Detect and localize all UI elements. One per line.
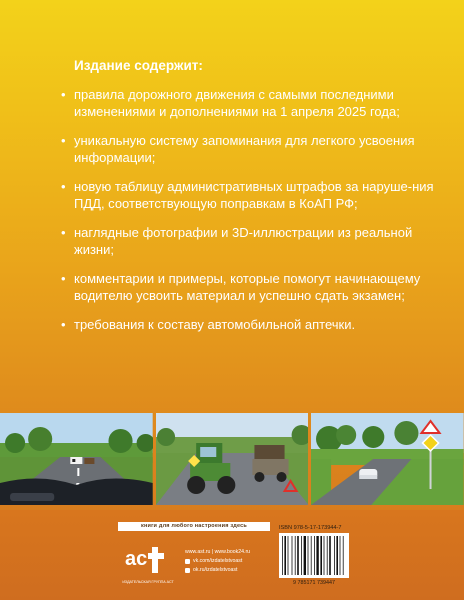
publisher-links [185, 548, 250, 575]
list-item [61, 317, 444, 334]
bullet-icon: • [61, 317, 66, 332]
list-item-text: новую таблицу административных штрафов за наруше-ния ПДД, соответствующую поправкам в КоАП РФ; [74, 179, 434, 211]
sites-link[interactable]: www.ast.ru | www.book24.ru [185, 549, 251, 555]
bullet-icon: • [61, 133, 66, 148]
list-item [61, 271, 444, 304]
list-item [61, 133, 444, 166]
tagline: книги для любого настроения здесь [118, 522, 270, 531]
bullet-icon: • [61, 271, 66, 286]
list-item-text: правила дорожного движения с самыми последними изменениями и дополнениями на 1 апреля 2025 года; [74, 87, 400, 119]
photo-tractor-truck [156, 413, 309, 505]
list-item [61, 87, 444, 120]
bullet-icon: • [61, 225, 66, 240]
photo-strip [0, 413, 464, 505]
isbn-text: ISBN 978-5-17-173944-7 [279, 525, 342, 531]
list-item [61, 225, 444, 258]
back-cover-footer [0, 510, 464, 600]
vk-link[interactable]: vk.com/izdatelstvoast [193, 558, 243, 564]
barcode-icon [279, 533, 349, 578]
svg-text:ас: ас [125, 548, 148, 570]
publisher-caption: ИЗДАТЕЛЬСКАЯ ГРУППА АСТ [122, 580, 174, 584]
bullet-icon: • [61, 179, 66, 194]
contents-section [61, 58, 444, 347]
barcode-number: 9 785171 739447 [293, 580, 335, 586]
list-item-text: комментарии и примеры, которые помогут начинающему водителю усвоить материал и успешно сдать экзамен; [74, 271, 421, 303]
ok-icon [185, 568, 190, 573]
photo-road-signs [311, 413, 464, 505]
list-item-text: уникальную систему запоминания для легкого усвоения информации; [74, 133, 415, 165]
list-item-text: требования к составу автомобильной аптечки. [74, 317, 356, 332]
bullet-icon: • [61, 87, 66, 102]
contents-heading: Издание содержит: [74, 58, 203, 73]
ast-logo-icon [124, 543, 170, 577]
photo-cows-on-road [0, 413, 153, 505]
list-item [61, 179, 444, 212]
ok-link[interactable]: ok.ru/izdatelstvoast [193, 567, 238, 573]
list-item-text: наглядные фотографии и 3D-иллюстрации из реальной жизни; [74, 225, 413, 257]
vk-icon [185, 559, 190, 564]
